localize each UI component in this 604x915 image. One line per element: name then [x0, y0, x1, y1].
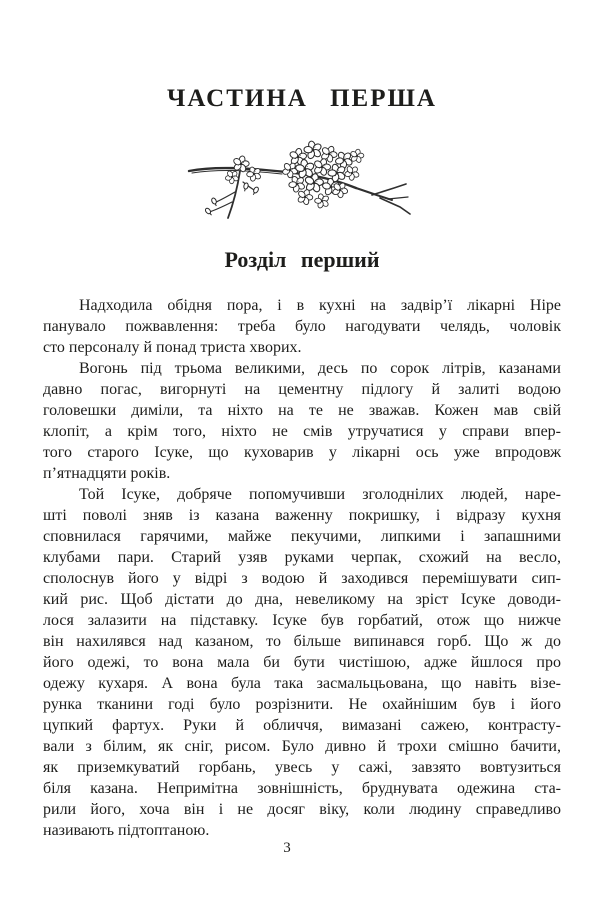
text-line: рили його, хоча він і не досяг віку, коли людину справедливо [43, 801, 561, 818]
text-line: одежу кухаря. А вона була така засмальцьована, що навіть візе- [43, 675, 561, 692]
text-line: його одежі, то вона мала би бути чистішою, адже йшлося про [43, 654, 561, 671]
illustration [0, 140, 604, 230]
text-line: лося залазити на підставку. Ісуке був горбатий, отож що нижче [43, 612, 561, 629]
text-line: Той Ісуке, добряче попомучивши зголоднілих людей, наре- [79, 486, 561, 503]
text-line: того старого Ісуке, що куховарив у лікарні ось уже впродовж [43, 444, 561, 461]
text-line: називають підтоптаною. [43, 822, 210, 839]
text-line: як приземкуватий горбань, увесь у сажі, завзято вовтузиться [43, 759, 561, 776]
text-line: клопіт, а крім того, ніхто не смів утручатися у справи впер- [43, 423, 561, 440]
text-line: п’ятнадцяти років. [43, 465, 171, 482]
text-line: біля казана. Непримітна зовнішність, бруднувата одежина ста- [43, 780, 561, 797]
part-title: ЧАСТИНА ПЕРША [167, 85, 437, 112]
paragraph [43, 484, 561, 841]
text-line: клубами пари. Старий узяв руками черпак, схожий на весло, [43, 549, 561, 566]
chapter-title: Розділ перший [224, 247, 380, 272]
text-line: шті поволі зняв із казана важенну покришку, і відразу кухня [43, 507, 561, 524]
text-line: рунка тканини годі було розрізнити. Не охайнішим був і його [43, 696, 561, 713]
text-line: сполоснув його у відрі з водою й заходився перемішувати сип- [43, 570, 561, 587]
text-line: Надходила обідня пора, і в кухні на задвір’ї лікарні Ніре [79, 297, 561, 314]
body-text [43, 295, 561, 841]
text-line: вали з білим, як сніг, рисом. Було дивно й трохи смішно бачити, [43, 738, 561, 755]
text-line: сповнилася гарячими, майже пекучими, липкими і запашними [43, 528, 561, 545]
text-line: сто персоналу й понад триста хворих. [43, 339, 302, 356]
paragraph [43, 358, 561, 484]
text-line: давно погас, вигорнуті на цементну підлогу й залиті водою [43, 381, 561, 398]
text-line: кий рис. Щоб дістати до дна, невеликому на зріст Ісуке доводи- [43, 591, 561, 608]
paragraph [43, 295, 561, 358]
text-line: цупкий фартух. Руки й обличчя, вимазані сажею, контрасту- [43, 717, 561, 734]
page-number: 3 [283, 840, 291, 856]
text-line: він нахилявся над казаном, то більше випинався горб. Що ж до [43, 633, 561, 650]
cherry-blossom-branch-illustration [186, 140, 418, 230]
text-line: панувало пожвавлення: треба було нагодувати челядь, чоловік [43, 318, 561, 335]
text-line: Вогонь під трьома великими, десь по сорок літрів, казанами [79, 360, 561, 377]
text-line: головешки диміли, та ніхто на те не зважав. Кожен мав свій [43, 402, 561, 419]
